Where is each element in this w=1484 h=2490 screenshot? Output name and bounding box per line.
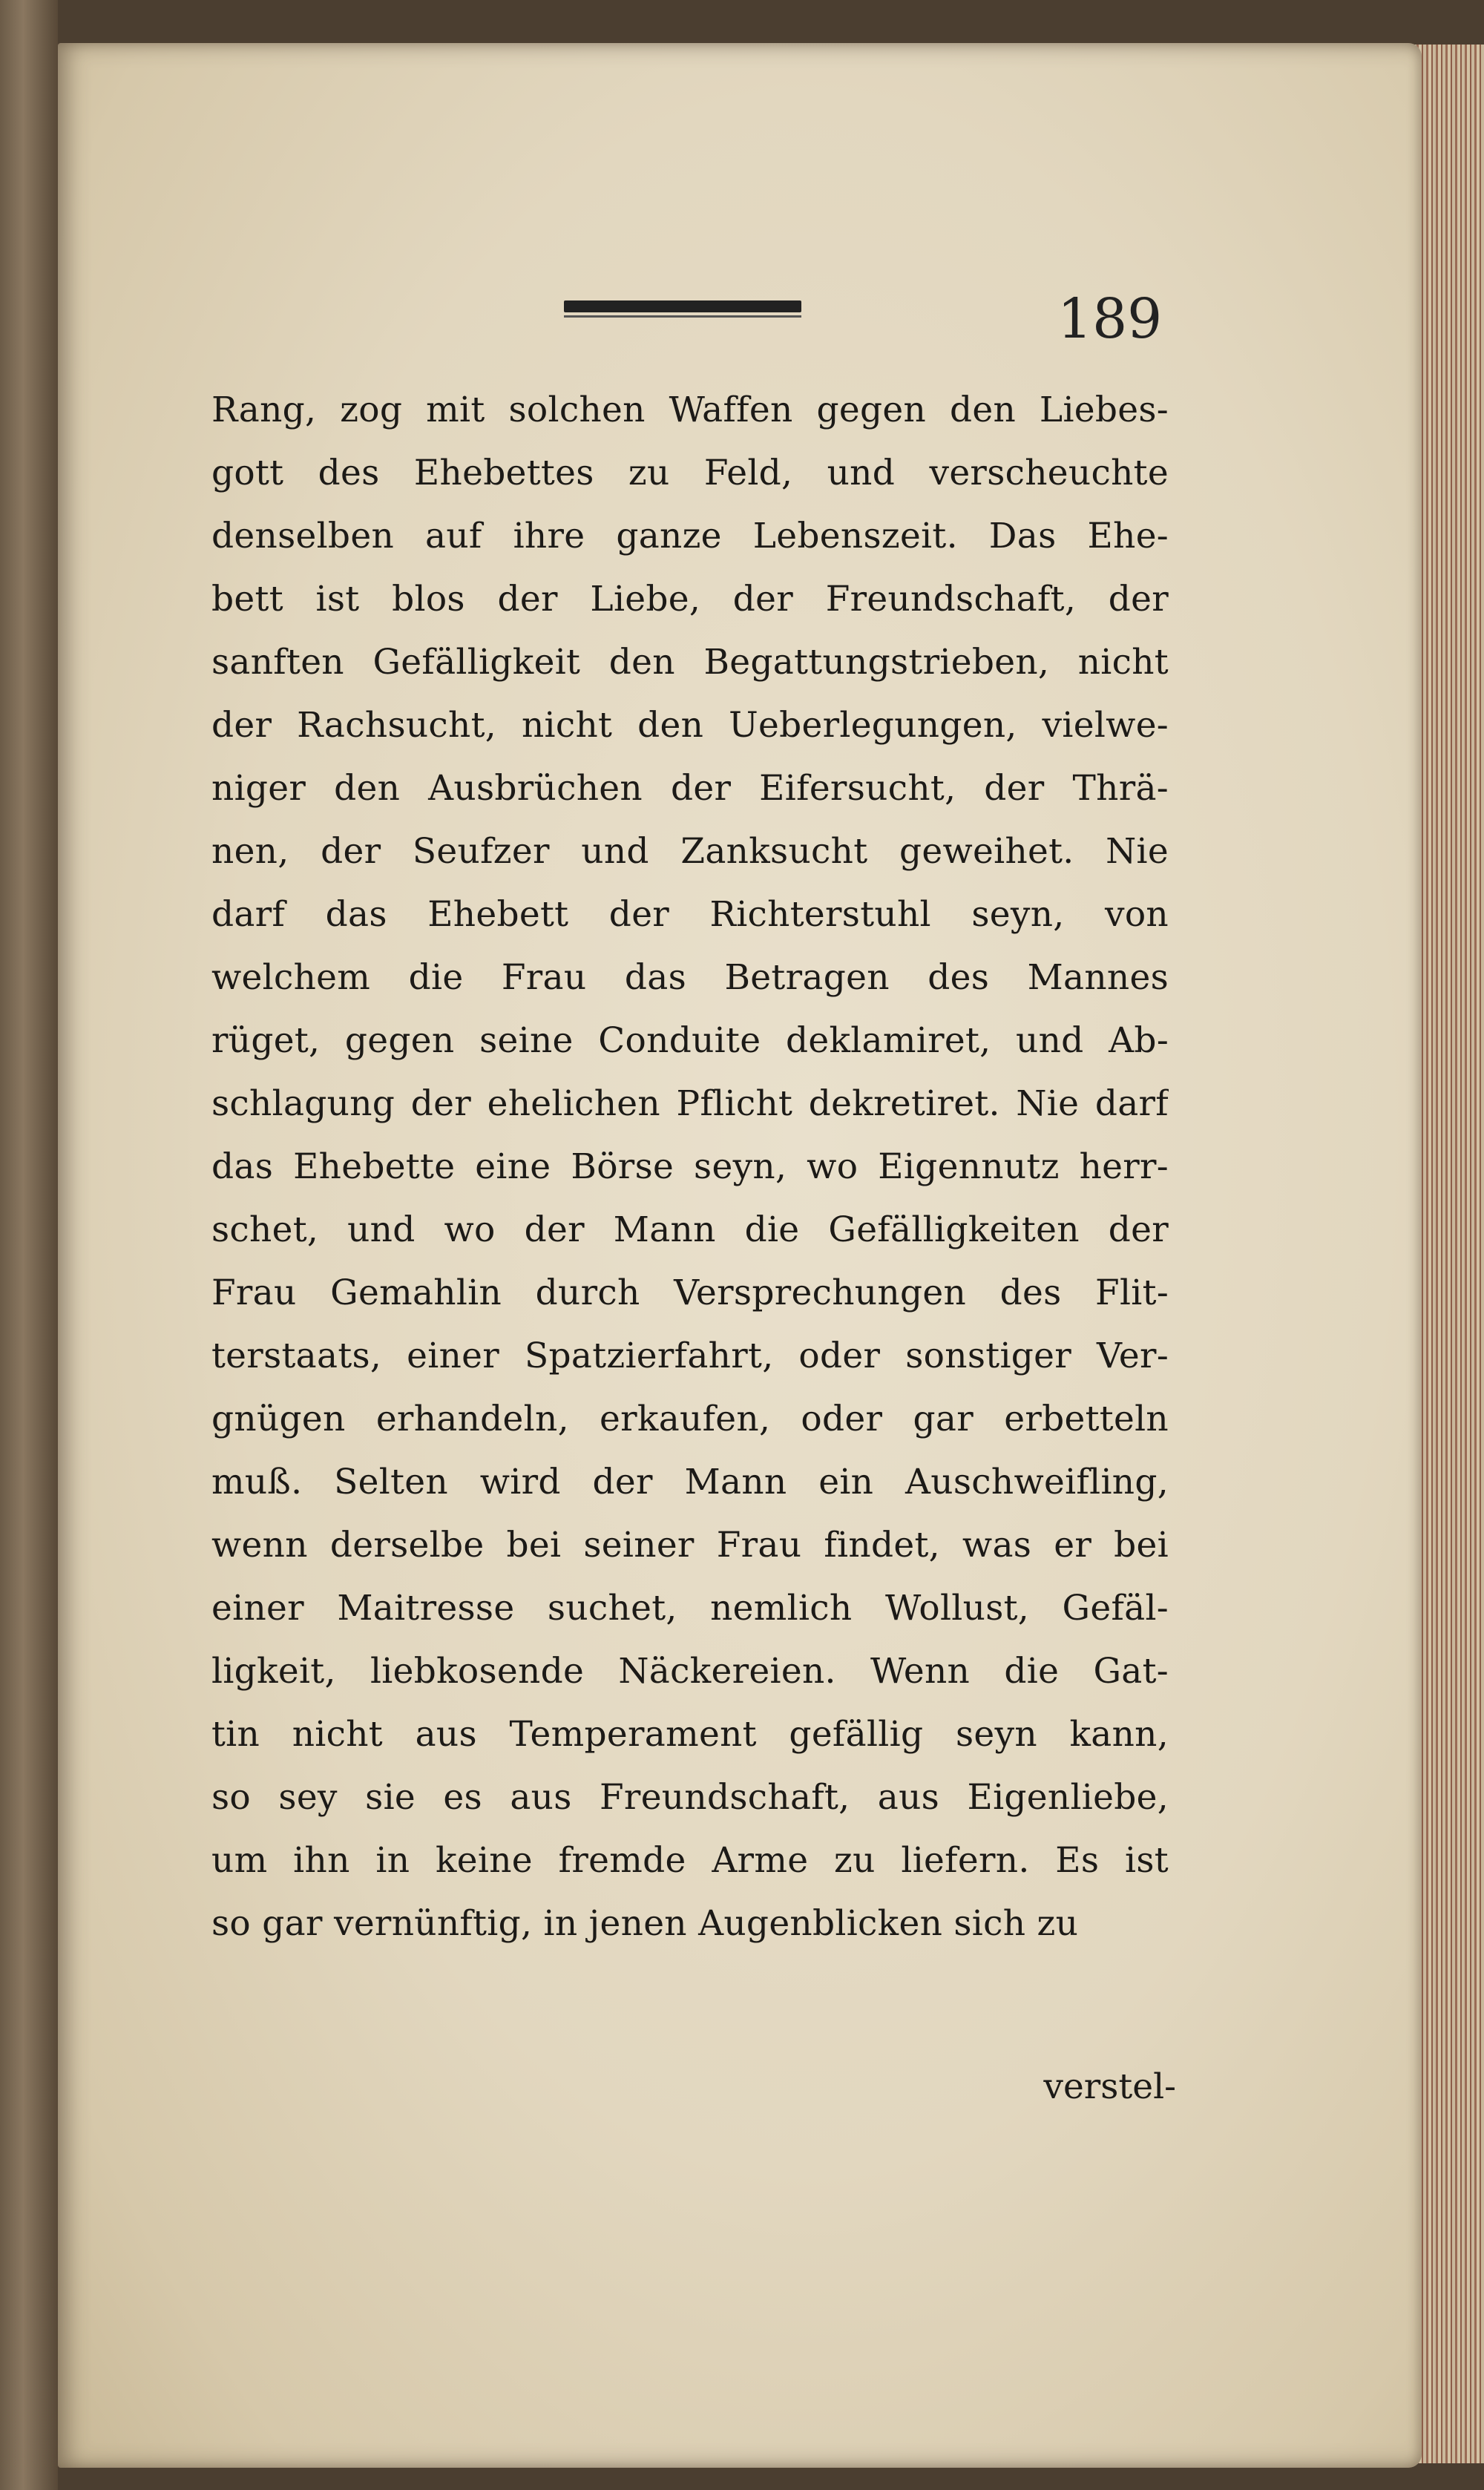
body-text: [211, 378, 1169, 1955]
text-line: welchem die Frau das Betragen des Mannes: [211, 957, 1169, 998]
text-line: tin nicht aus Temperament gefällig seyn kann,: [211, 1714, 1169, 1755]
left-page-edge: [0, 0, 58, 2490]
text-line: denselben auf ihre ganze Lebenszeit. Das Ehe-: [211, 516, 1169, 556]
text-line: um ihn in keine fremde Arme zu liefern. Es ist: [211, 1840, 1169, 1881]
text-line: darf das Ehebett der Richterstuhl seyn, von: [211, 894, 1169, 935]
text-line: nen, der Seufzer und Zanksucht geweihet. Nie: [211, 831, 1169, 872]
text-line: gott des Ehebettes zu Feld, und verscheuchte: [211, 453, 1169, 493]
text-line: Frau Gemahlin durch Versprechungen des Flit-: [211, 1272, 1169, 1313]
text-line: terstaats, einer Spatzierfahrt, oder sonstiger Ver-: [211, 1336, 1169, 1376]
text-line: schlagung der ehelichen Pflicht dekretiret. Nie darf: [211, 1083, 1169, 1124]
text-line: bett ist blos der Liebe, der Freundschaft, der: [211, 579, 1169, 620]
text-line: schet, und wo der Mann die Gefälligkeiten der: [211, 1209, 1169, 1250]
page-number: 189: [1057, 287, 1163, 351]
text-line: sanften Gefälligkeit den Begattungstrieben, nicht: [211, 642, 1169, 683]
text-line: wenn derselbe bei seiner Frau findet, was er bei: [211, 1525, 1169, 1566]
text-line: so sey sie es aus Freundschaft, aus Eigenliebe,: [211, 1777, 1169, 1818]
text-line: rüget, gegen seine Conduite deklamiret, und Ab-: [211, 1020, 1169, 1061]
text-line: so gar vernünftig, in jenen Augenblicken sich zu: [211, 1903, 1079, 1944]
header-rule: [564, 300, 801, 312]
text-line: muß. Selten wird der Mann ein Auschweifling,: [211, 1462, 1169, 1502]
text-line: ligkeit, liebkosende Näckereien. Wenn die Gat-: [211, 1651, 1169, 1692]
text-line: gnügen erhandeln, erkaufen, oder gar erbetteln: [211, 1399, 1169, 1439]
text-line: niger den Ausbrüchen der Eifersucht, der Thrä-: [211, 768, 1169, 809]
text-line: das Ehebette eine Börse seyn, wo Eigennutz herr-: [211, 1146, 1169, 1187]
text-line: Rang, zog mit solchen Waffen gegen den Liebes-: [211, 390, 1169, 430]
page-edges: [1414, 45, 1484, 2463]
text-line: der Rachsucht, nicht den Ueberlegungen, vielwe-: [211, 705, 1169, 746]
catchword: verstel-: [1043, 2066, 1176, 2107]
text-line: einer Maitresse suchet, nemlich Wollust, Gefäl-: [211, 1588, 1169, 1629]
